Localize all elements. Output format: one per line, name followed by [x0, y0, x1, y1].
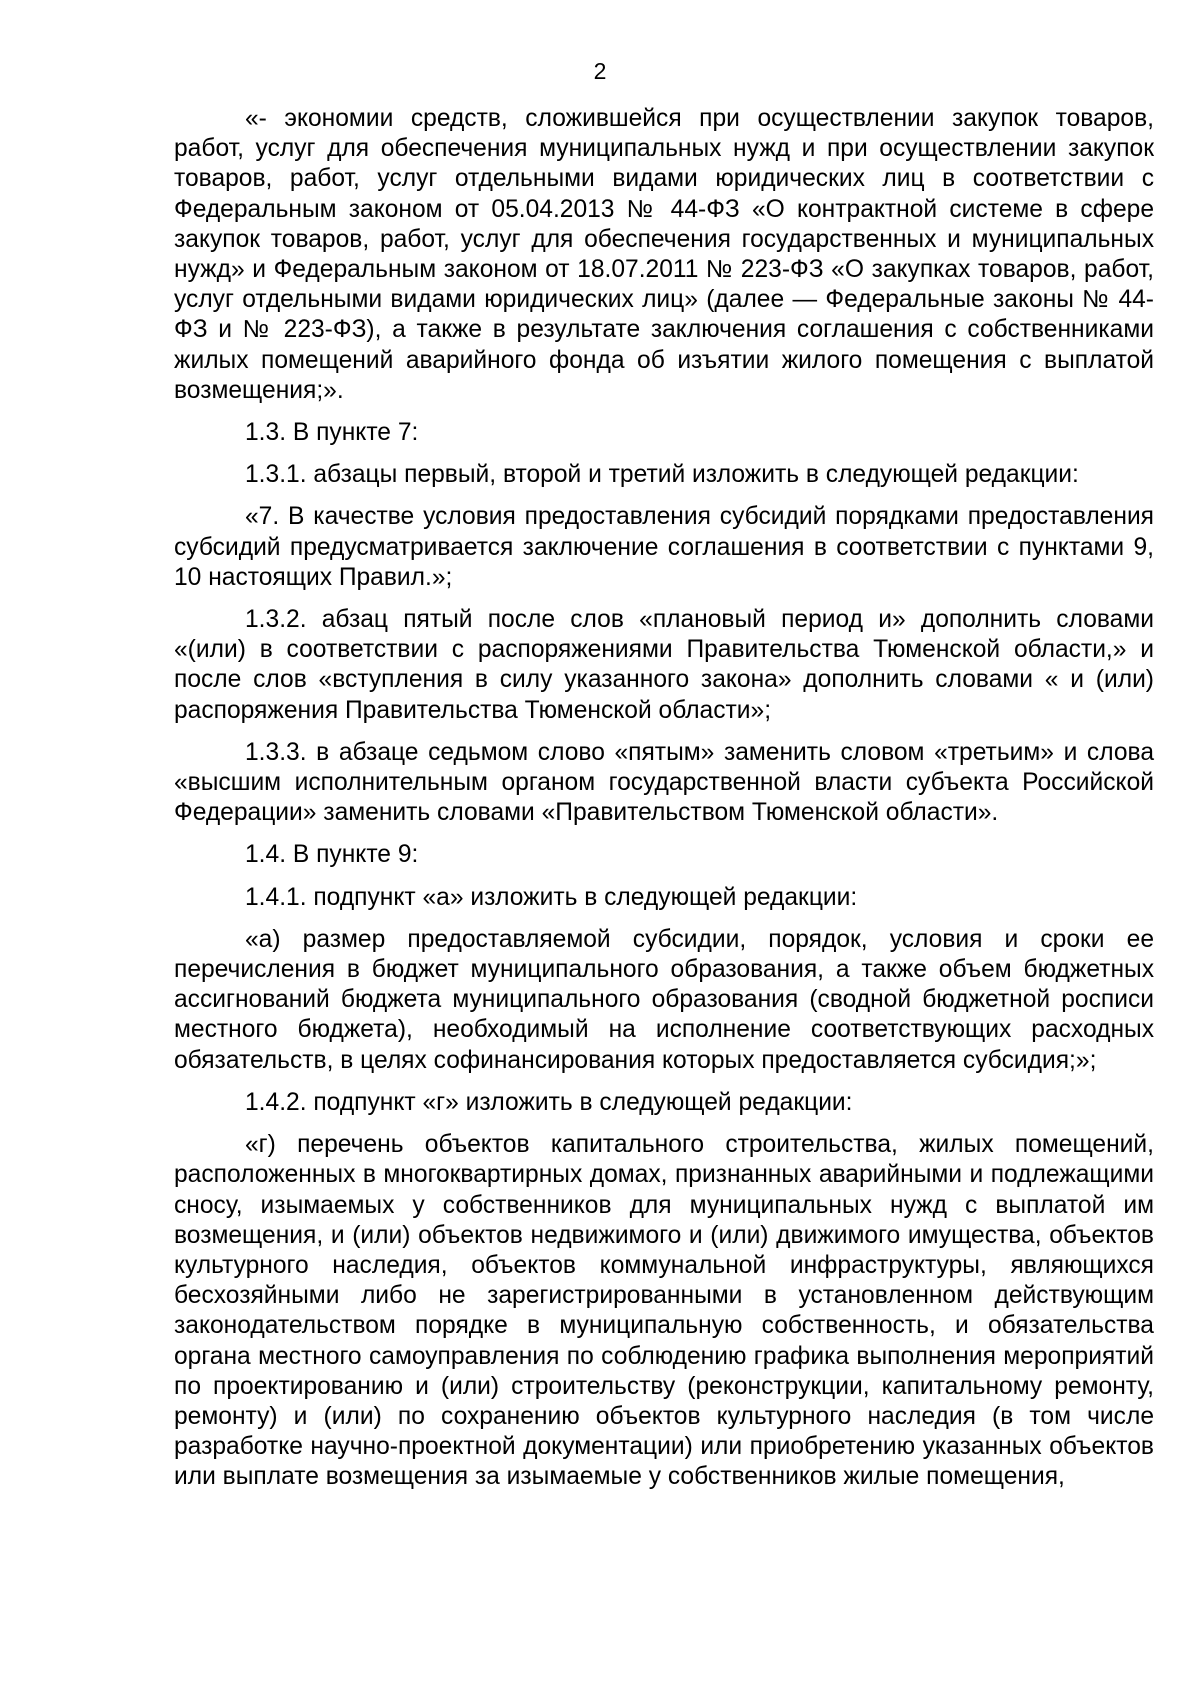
paragraph-subitem-a-text: «а) размер предоставляемой субсидии, порядок, условия и сроки ее перечисления в бюджет муниципального образования, а также объем бюджетных ассигнований бюджета муниципального образования (сводной бюджетной росписи местного бюджета), необходимый на исполнение соответствующих расходных обязательств, в целях софинансирования которых предоставляется субсидия;»; [174, 925, 1154, 1074]
paragraph-item-7-text: «7. В качестве условия предоставления субсидий порядками предоставления субсидий предусматривается заключение соглашения в соответствии с пунктами 9, 10 настоящих Правил.»; [174, 503, 1154, 591]
paragraph-1-3-1: 1.3.1. абзацы первый, второй и третий изложить в следующей редакции: [245, 461, 1079, 489]
document-body [174, 104, 1154, 1505]
paragraph-1-4-1: 1.4.1. подпункт «а» изложить в следующей редакции: [245, 883, 858, 911]
paragraph-1-3-heading: 1.3. В пункте 7: [245, 419, 419, 447]
paragraph-1-4-2: 1.4.2. подпункт «г» изложить в следующей редакции: [245, 1088, 853, 1116]
paragraph-economy-funds: «- экономии средств, сложившейся при осуществлении закупок товаров, работ, услуг для обеспечения муниципальных нужд и при осуществлении закупок товаров, работ, услуг отдельными видами юридических лиц в соответствии с Федеральным законом от 05.04.2013 № 44-ФЗ «О контрактной системе в сфере закупок товаров, работ, услуг для обеспечения государственных и муниципальных нужд» и Федеральным законом от 18.07.2011 № 223-ФЗ «О закупках товаров, работ, услуг отдельными видами юридических лиц» (далее — Федеральные законы № 44-ФЗ и № 223-ФЗ), а также в результате заключения соглашения с собственниками жилых помещений аварийного фонда об изъятии жилого помещения с выплатой возмещения;». [174, 105, 1154, 404]
page-number: 2 [593, 58, 607, 84]
paragraph-1-3-2: 1.3.2. абзац пятый после слов «плановый период и» дополнить словами «(или) в соответствии с распоряжениями Правительства Тюменской области,» и после слов «вступления в силу указанного закона» дополнить словами « и (или) распоряжения Правительства Тюменской области»; [174, 606, 1154, 724]
paragraph-1-4-heading: 1.4. В пункте 9: [245, 841, 419, 869]
paragraph-subitem-g-text: «г) перечень объектов капитального строительства, жилых помещений, расположенных в многоквартирных домах, признанных аварийными и подлежащими сносу, изымаемых у собственников для муниципальных нужд с выплатой им возмещения, и (или) объектов недвижимого и (или) движимого имущества, объектов культурного наследия, объектов коммунальной инфраструктуры, являющихся бесхозяйными либо не зарегистрированными в установленном действующим законодательством порядке в муниципальную собственность, и обязательства органа местного самоуправления по соблюдению графика выполнения мероприятий по проектированию и (или) строительству (реконструкции, капитальному ремонту, ремонту) и (или) по сохранению объектов культурного наследия (в том числе разработке научно-проектной документации) или приобретению указанных объектов или выплате возмещения за изымаемые у собственников жилые помещения, [174, 1131, 1154, 1491]
paragraph-1-3-3: 1.3.3. в абзаце седьмом слово «пятым» заменить словом «третьим» и слова «высшим исполнительным органом государственной власти субъекта Российской Федерации» заменить словами «Правительством Тюменской области». [174, 738, 1154, 827]
